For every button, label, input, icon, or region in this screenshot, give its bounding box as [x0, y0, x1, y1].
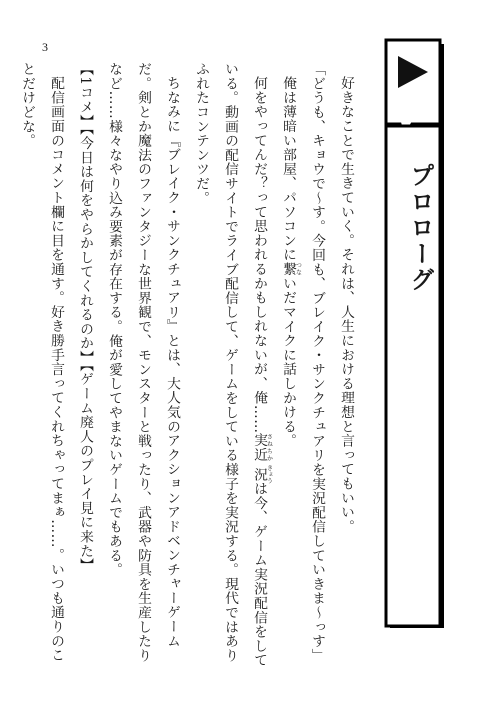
- text-segment: は今、ゲーム実況配信をしている。動画の配信サイトでライブ配信して、ゲームをしている様子を実況する。現代ではありふれたコンテンツだ。: [193, 62, 267, 668]
- paragraph: [99, 62, 186, 672]
- ruby-reading: つな: [294, 261, 302, 277]
- ruby-word: [251, 464, 273, 484]
- ruby-reading: きょう: [265, 464, 273, 484]
- chapter-banner-frame: [378, 30, 458, 630]
- text-segment: 何をやってんだ？って思われるかもしれないが、俺……: [251, 75, 267, 434]
- ruby-word: [280, 261, 302, 277]
- text-segment: 「どうも、キョウで～す。今回も、ブレイク・サンクチュアリを実況配信していきま～っす」: [309, 62, 325, 663]
- text-segment: いだマイクに話しかける。: [280, 276, 296, 448]
- ruby-word: [251, 433, 273, 462]
- text-segment: 配信画面のコメント欄に目を通す。好き勝手言ってくれちゃってまぁ……。いつも通りのことだけどな。: [19, 62, 64, 663]
- text-segment: 俺は薄暗い部屋、パソコンに: [280, 75, 296, 262]
- text-segment: 好きなことで生きていく。それは、人生における理想と言ってもいい。: [338, 75, 354, 534]
- paragraph: [273, 62, 302, 672]
- text-segment: ちなみに『ブレイク・サンクチュアリ』とは、大人気のアクションアドベンチャーゲームだ。剣とか魔法のファンタジーな世界観で、モンスターと戦ったり、武器や防具を生産したりなど……様々なやり込み要素が存在する。俺が愛してやまないゲームでもある。: [106, 62, 180, 663]
- body-text: [19, 62, 360, 672]
- ruby-base: 実近: [251, 433, 267, 462]
- paragraph: [70, 62, 99, 672]
- ruby-reading: さねちか: [265, 433, 273, 462]
- chapter-title: プロローグ: [406, 163, 434, 293]
- paragraph: [186, 62, 273, 672]
- paragraph: [331, 62, 360, 672]
- text-segment: 【1コメ】【今日は何をやらかしてくれるのか】【ゲーム廃人のプレイ見に来た】: [77, 62, 93, 573]
- ruby-base: 繋: [280, 261, 296, 277]
- paragraph: [302, 62, 331, 672]
- paragraph: [12, 62, 70, 672]
- page-number: 3: [42, 40, 48, 54]
- chapter-banner: [378, 30, 458, 630]
- ruby-base: 況: [251, 464, 267, 484]
